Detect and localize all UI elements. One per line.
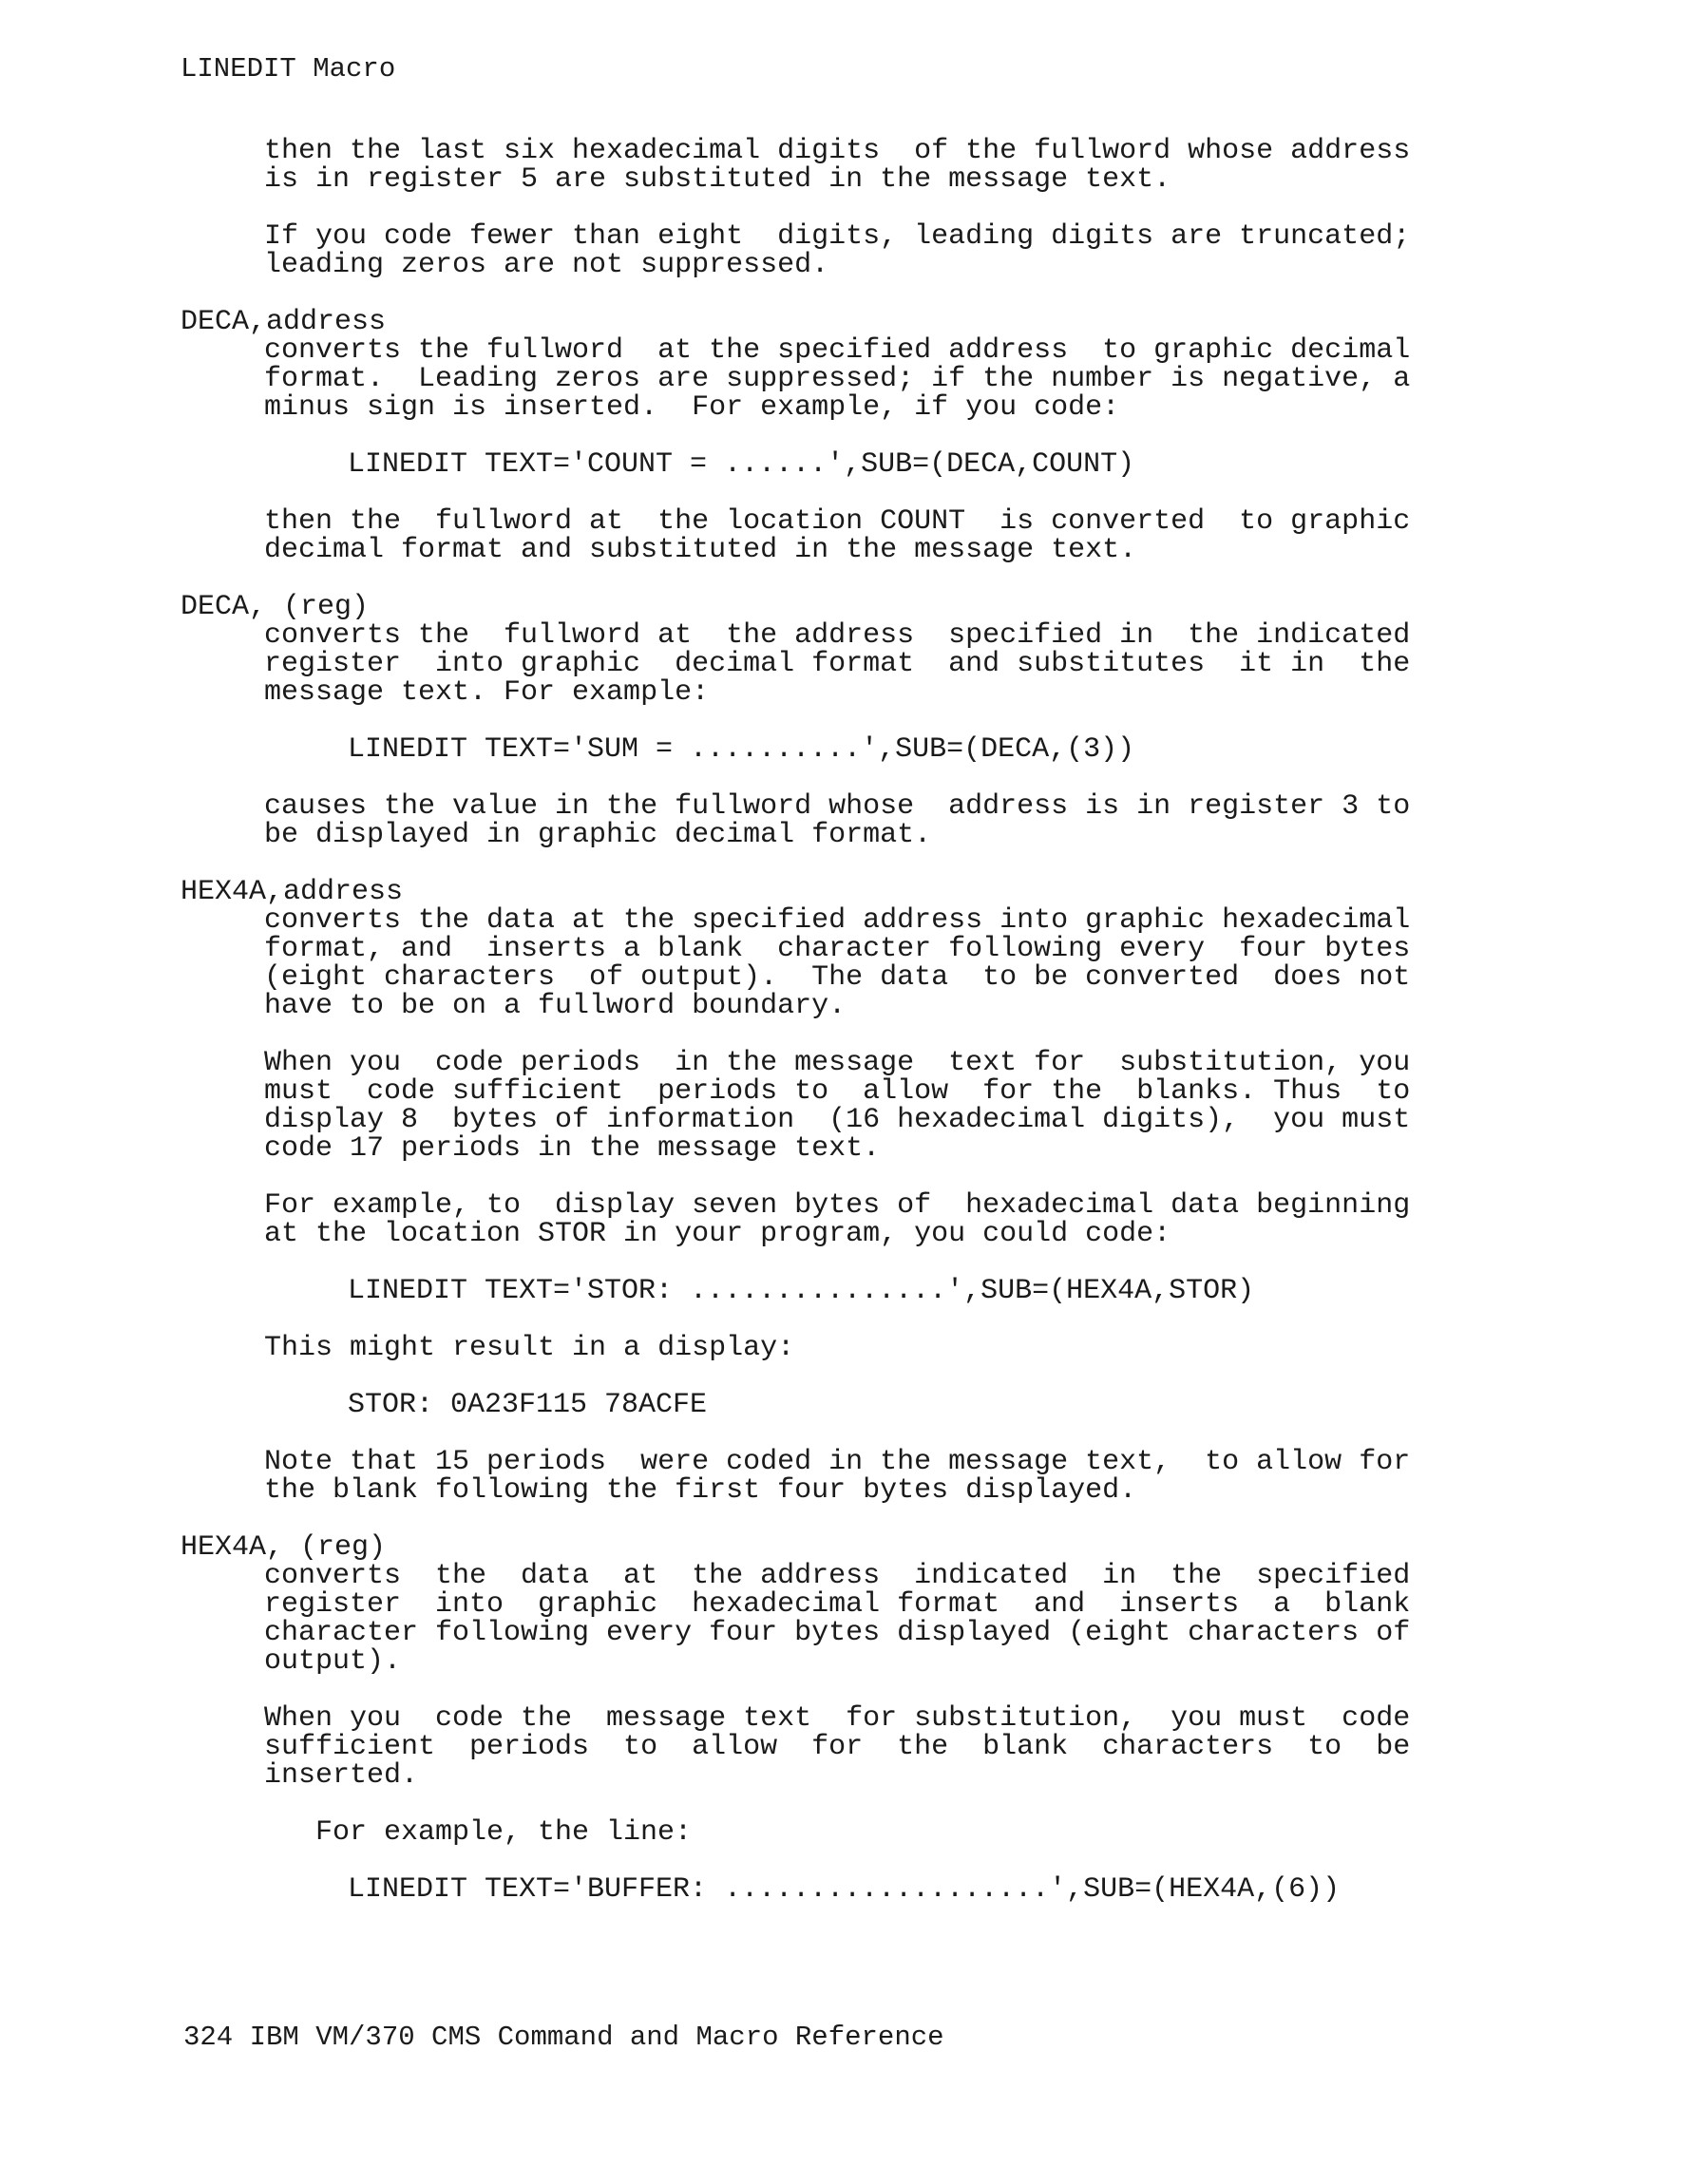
- operand-term: DECA,address: [181, 306, 387, 338]
- intro-text: [264, 137, 1511, 279]
- paragraph: For example, the line:: [315, 1816, 693, 1849]
- paragraph: Note that 15 periods were coded in the message text, to allow for the blank following the first four bytes displayed.: [264, 1446, 1411, 1507]
- paragraph: converts the fullword at the specified address to graphic decimal format. Leading zeros are suppressed; if the number is negative, a minus sign is inserted. For example, if you code:: [264, 334, 1411, 424]
- code-example: LINEDIT TEXT='BUFFER: ...................',SUB=(HEX4A,(6)): [348, 1873, 1341, 1906]
- operand-description: [264, 906, 1511, 1505]
- paragraph: When you code the message text for substitution, you must code sufficient periods to allow for the blank characters to be inserted.: [264, 1702, 1411, 1792]
- running-header: LINEDIT Macro: [181, 53, 396, 85]
- code-example: LINEDIT TEXT='STOR: ...............',SUB=(HEX4A,STOR): [348, 1275, 1255, 1307]
- paragraph: This might result in a display:: [264, 1332, 795, 1364]
- operand-term: HEX4A, (reg): [181, 1531, 387, 1564]
- paragraph: causes the value in the fullword whose address is in register 3 to be displayed in graphic decimal format.: [264, 790, 1411, 851]
- operand-description: [264, 621, 1511, 849]
- operand-description: [264, 336, 1511, 564]
- paragraph: When you code periods in the message text for substitution, you must code sufficient periods to allow for the blanks. Thus to display 8 bytes of information (16 hexadecimal digits), you must code 17 periods in the message text.: [264, 1047, 1411, 1165]
- paragraph: converts the data at the address indicated in the specified register into graphic hexadecimal format and inserts a blank character following every four bytes displayed (eight characters of output).: [264, 1560, 1411, 1678]
- paragraph: For example, to display seven bytes of hexadecimal data beginning at the location STOR in your program, you could code:: [264, 1189, 1411, 1250]
- paragraph: converts the data at the specified address into graphic hexadecimal format, and inserts a blank character following every four bytes (eight characters of output). The data to be converted does not have to be on a fullword boundary.: [264, 904, 1411, 1022]
- paragraph: If you code fewer than eight digits, leading digits are truncated; leading zeros are not suppressed.: [264, 220, 1411, 281]
- operand-term: DECA, (reg): [181, 591, 370, 623]
- operand-description: [264, 1562, 1511, 1904]
- code-example: LINEDIT TEXT='SUM = ..........',SUB=(DECA,(3)): [348, 733, 1135, 766]
- page-footer: 324 IBM VM/370 CMS Command and Macro Reference: [183, 2022, 944, 2053]
- paragraph: then the last six hexadecimal digits of the fullword whose address is in register 5 are substituted in the message text.: [264, 135, 1411, 196]
- paragraph: then the fullword at the location COUNT is converted to graphic decimal format and substituted in the message text.: [264, 505, 1411, 566]
- code-example: LINEDIT TEXT='COUNT = ......',SUB=(DECA,COUNT): [348, 448, 1135, 481]
- code-example: STOR: 0A23F115 78ACFE: [348, 1389, 708, 1421]
- paragraph: converts the fullword at the address specified in the indicated register into graphic decimal format and substitutes it in the message text. For example:: [264, 619, 1411, 709]
- operand-term: HEX4A,address: [181, 876, 404, 908]
- page-content: [181, 137, 1511, 1932]
